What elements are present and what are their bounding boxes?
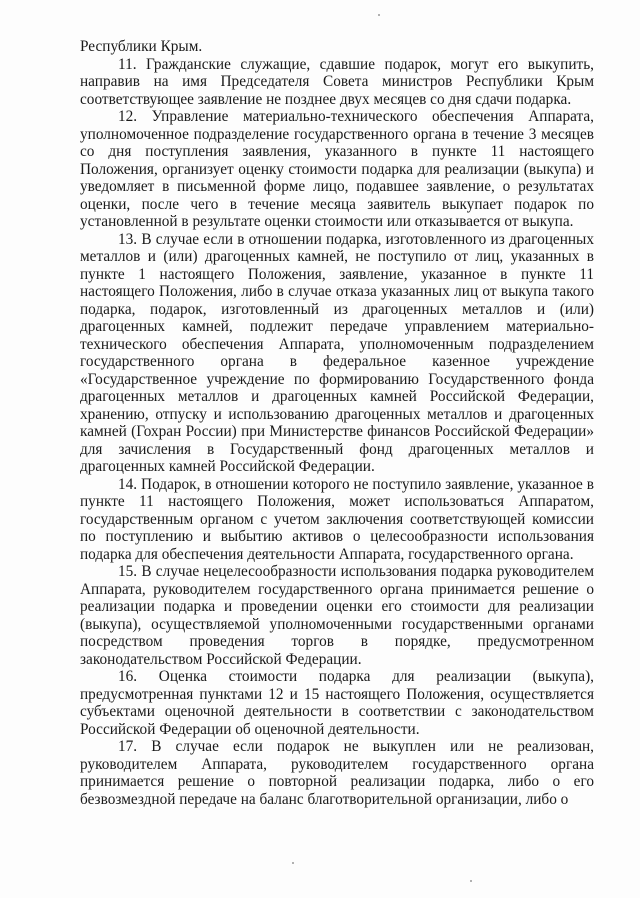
paragraph-12: 12. Управление материально-технического обеспечения Аппарата, уполномоченное подразделение государственного органа в течение 3 месяцев со дня поступления заявления, указанного в пункте 11 настоящего Положения, организует оценку стоимости подарка для реализации (выкупа) и уведомляет в письменной форме лицо, подавшее заявление, о результатах оценки, после чего в течение месяца заявитель выкупает подарок по установленной в результате оценки стоимости или отказывается от выкупа. [80, 108, 594, 230]
paragraph-15: 15. В случае нецелесообразности использования подарка руководителем Аппарата, руководителем государственного органа принимается решение о реализации подарка и проведении оценки его стоимости для реализации (выкупа), осуществляемой уполномоченными государственными органами посредством проведения торгов в порядке, предусмотренном законодательством Российской Федерации. [80, 563, 594, 668]
scan-speck [292, 862, 294, 864]
scan-speck [470, 880, 472, 882]
paragraph-16: 16. Оценка стоимости подарка для реализации (выкупа), предусмотренная пунктами 12 и 15 настоящего Положения, осуществляется субъектами оценочной деятельности в соответствии с законодательством Российской Федерации об оценочной деятельности. [80, 668, 594, 738]
paragraph-continuation: Республики Крым. [80, 38, 203, 55]
paragraph-11: 11. Гражданские служащие, сдавшие подарок, могут его выкупить, направив на имя Председателя Совета министров Республики Крым соответствующее заявление не позднее двух месяцев со дня сдачи подарка. [80, 55, 594, 108]
paragraph-14: 14. Подарок, в отношении которого не поступило заявление, указанное в пункте 11 настоящего Положения, может использоваться Аппаратом, государственным органом с учетом заключения соответствующей комиссии по поступлению и выбытию активов о целесообразности использования подарка для обеспечения деятельности Аппарата, государственного органа. [80, 475, 594, 563]
paragraph-17: 17. В случае если подарок не выкуплен или не реализован, руководителем Аппарата, руководителем государственного органа принимается решение о повторной реализации подарка, либо о его безвозмездной передаче на баланс благотворительной организации, либо о [80, 738, 594, 808]
scan-speck [378, 14, 380, 16]
paragraph-13: 13. В случае если в отношении подарка, изготовленного из драгоценных металлов и (или) драгоценных камней, не поступило от лиц, указанных в пункте 1 настоящего Положения, заявление, указанное в пункте 11 настоящего Положения, либо в случае отказа указанных лиц от выкупа такого подарка, подарок, изготовленный из драгоценных металлов и (или) драгоценных камней, подлежит передаче управлением материально-технического обеспечения Аппарата, уполномоченным подразделением государственного органа в федеральное казенное учреждение «Государственное учреждение по формированию Государственного фонда драгоценных металлов и драгоценных камней Российской Федерации, хранению, отпуску и использованию драгоценных металлов и драгоценных камней (Гохран России) при Министерстве финансов Российской Федерации» для зачисления в Государственный фонд драгоценных металлов и драгоценных камней Российской Федерации. [80, 230, 594, 475]
document-body [80, 38, 594, 808]
